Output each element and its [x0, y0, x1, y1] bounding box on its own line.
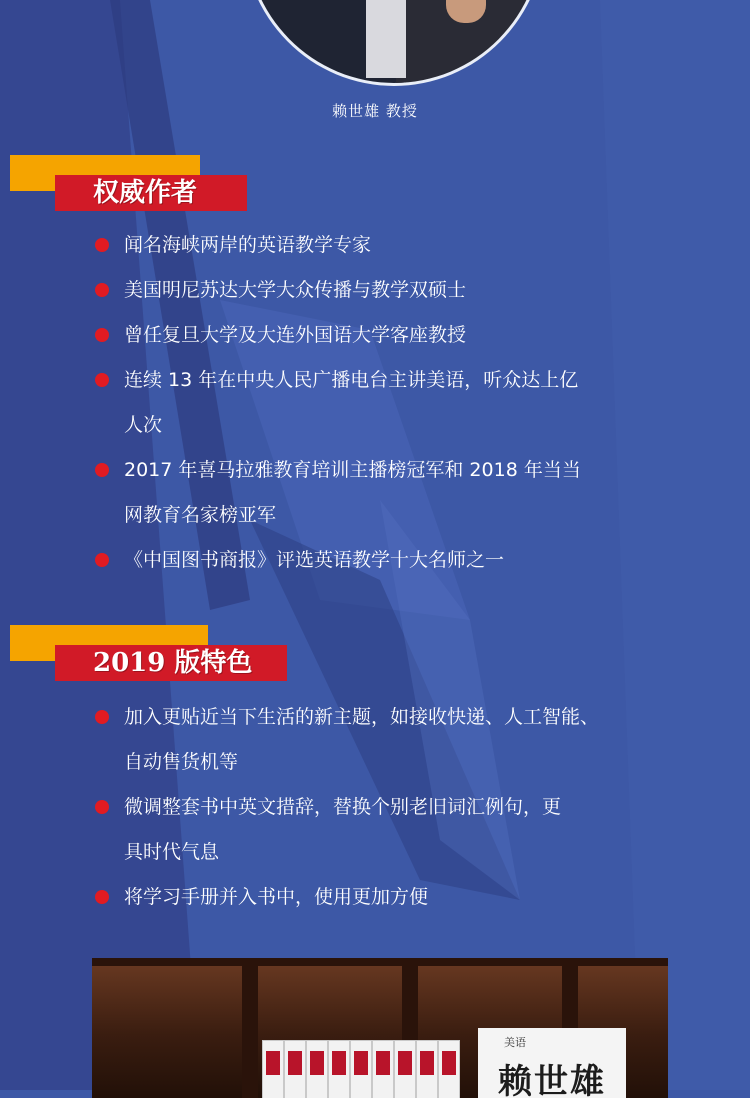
bullet-dot-icon: [95, 553, 109, 567]
list-item-continuation: 人次: [124, 414, 163, 436]
bullet-dot-icon: [95, 238, 109, 252]
list-item: 闻名海峡两岸的英语教学专家: [95, 223, 680, 268]
bullet-dot-icon: [95, 890, 109, 904]
list-item: 将学习手册并入书中，使用更加方便: [95, 875, 680, 920]
list-item: 微调整套书中英文措辞，替换个别老旧词汇例句，更: [95, 785, 680, 830]
list-item: 美国明尼苏达大学大众传播与教学双硕士: [95, 268, 680, 313]
authority-title: 权威作者: [55, 175, 247, 211]
bullet-dot-icon: [95, 710, 109, 724]
author-portrait: [243, 0, 545, 86]
bullet-dot-icon: [95, 463, 109, 477]
list-item-continuation: 自动售货机等: [124, 751, 239, 773]
cover-title: 赖世雄: [498, 1062, 606, 1098]
bullet-dot-icon: [95, 373, 109, 387]
features-title: 2019 版特色: [55, 645, 287, 681]
list-item-continuation: 具时代气息: [124, 841, 220, 863]
list-item: 《中国图书商报》评选英语教学十大名师之一: [95, 538, 680, 583]
list-item: 加入更贴近当下生活的新主题，如接收快递、人工智能、: [95, 695, 680, 740]
authority-list: [95, 223, 680, 583]
cover-badge: 美语: [504, 1036, 526, 1049]
portrait-caption: 赖世雄 教授: [332, 102, 418, 120]
bullet-dot-icon: [95, 328, 109, 342]
list-item: 曾任复旦大学及大连外国语大学客座教授: [95, 313, 680, 358]
list-item-continuation: 网教育名家榜亚军: [124, 504, 277, 526]
features-list: [95, 695, 680, 920]
list-item: 2017 年喜马拉雅教育培训主播榜冠军和 2018 年当当: [95, 448, 680, 493]
book-cover: [478, 1028, 626, 1098]
bullet-dot-icon: [95, 800, 109, 814]
bookshelf-photo: [92, 958, 668, 1098]
bullet-dot-icon: [95, 283, 109, 297]
list-item: 连续 13 年在中央人民广播电台主讲美语，听众达上亿: [95, 358, 680, 403]
